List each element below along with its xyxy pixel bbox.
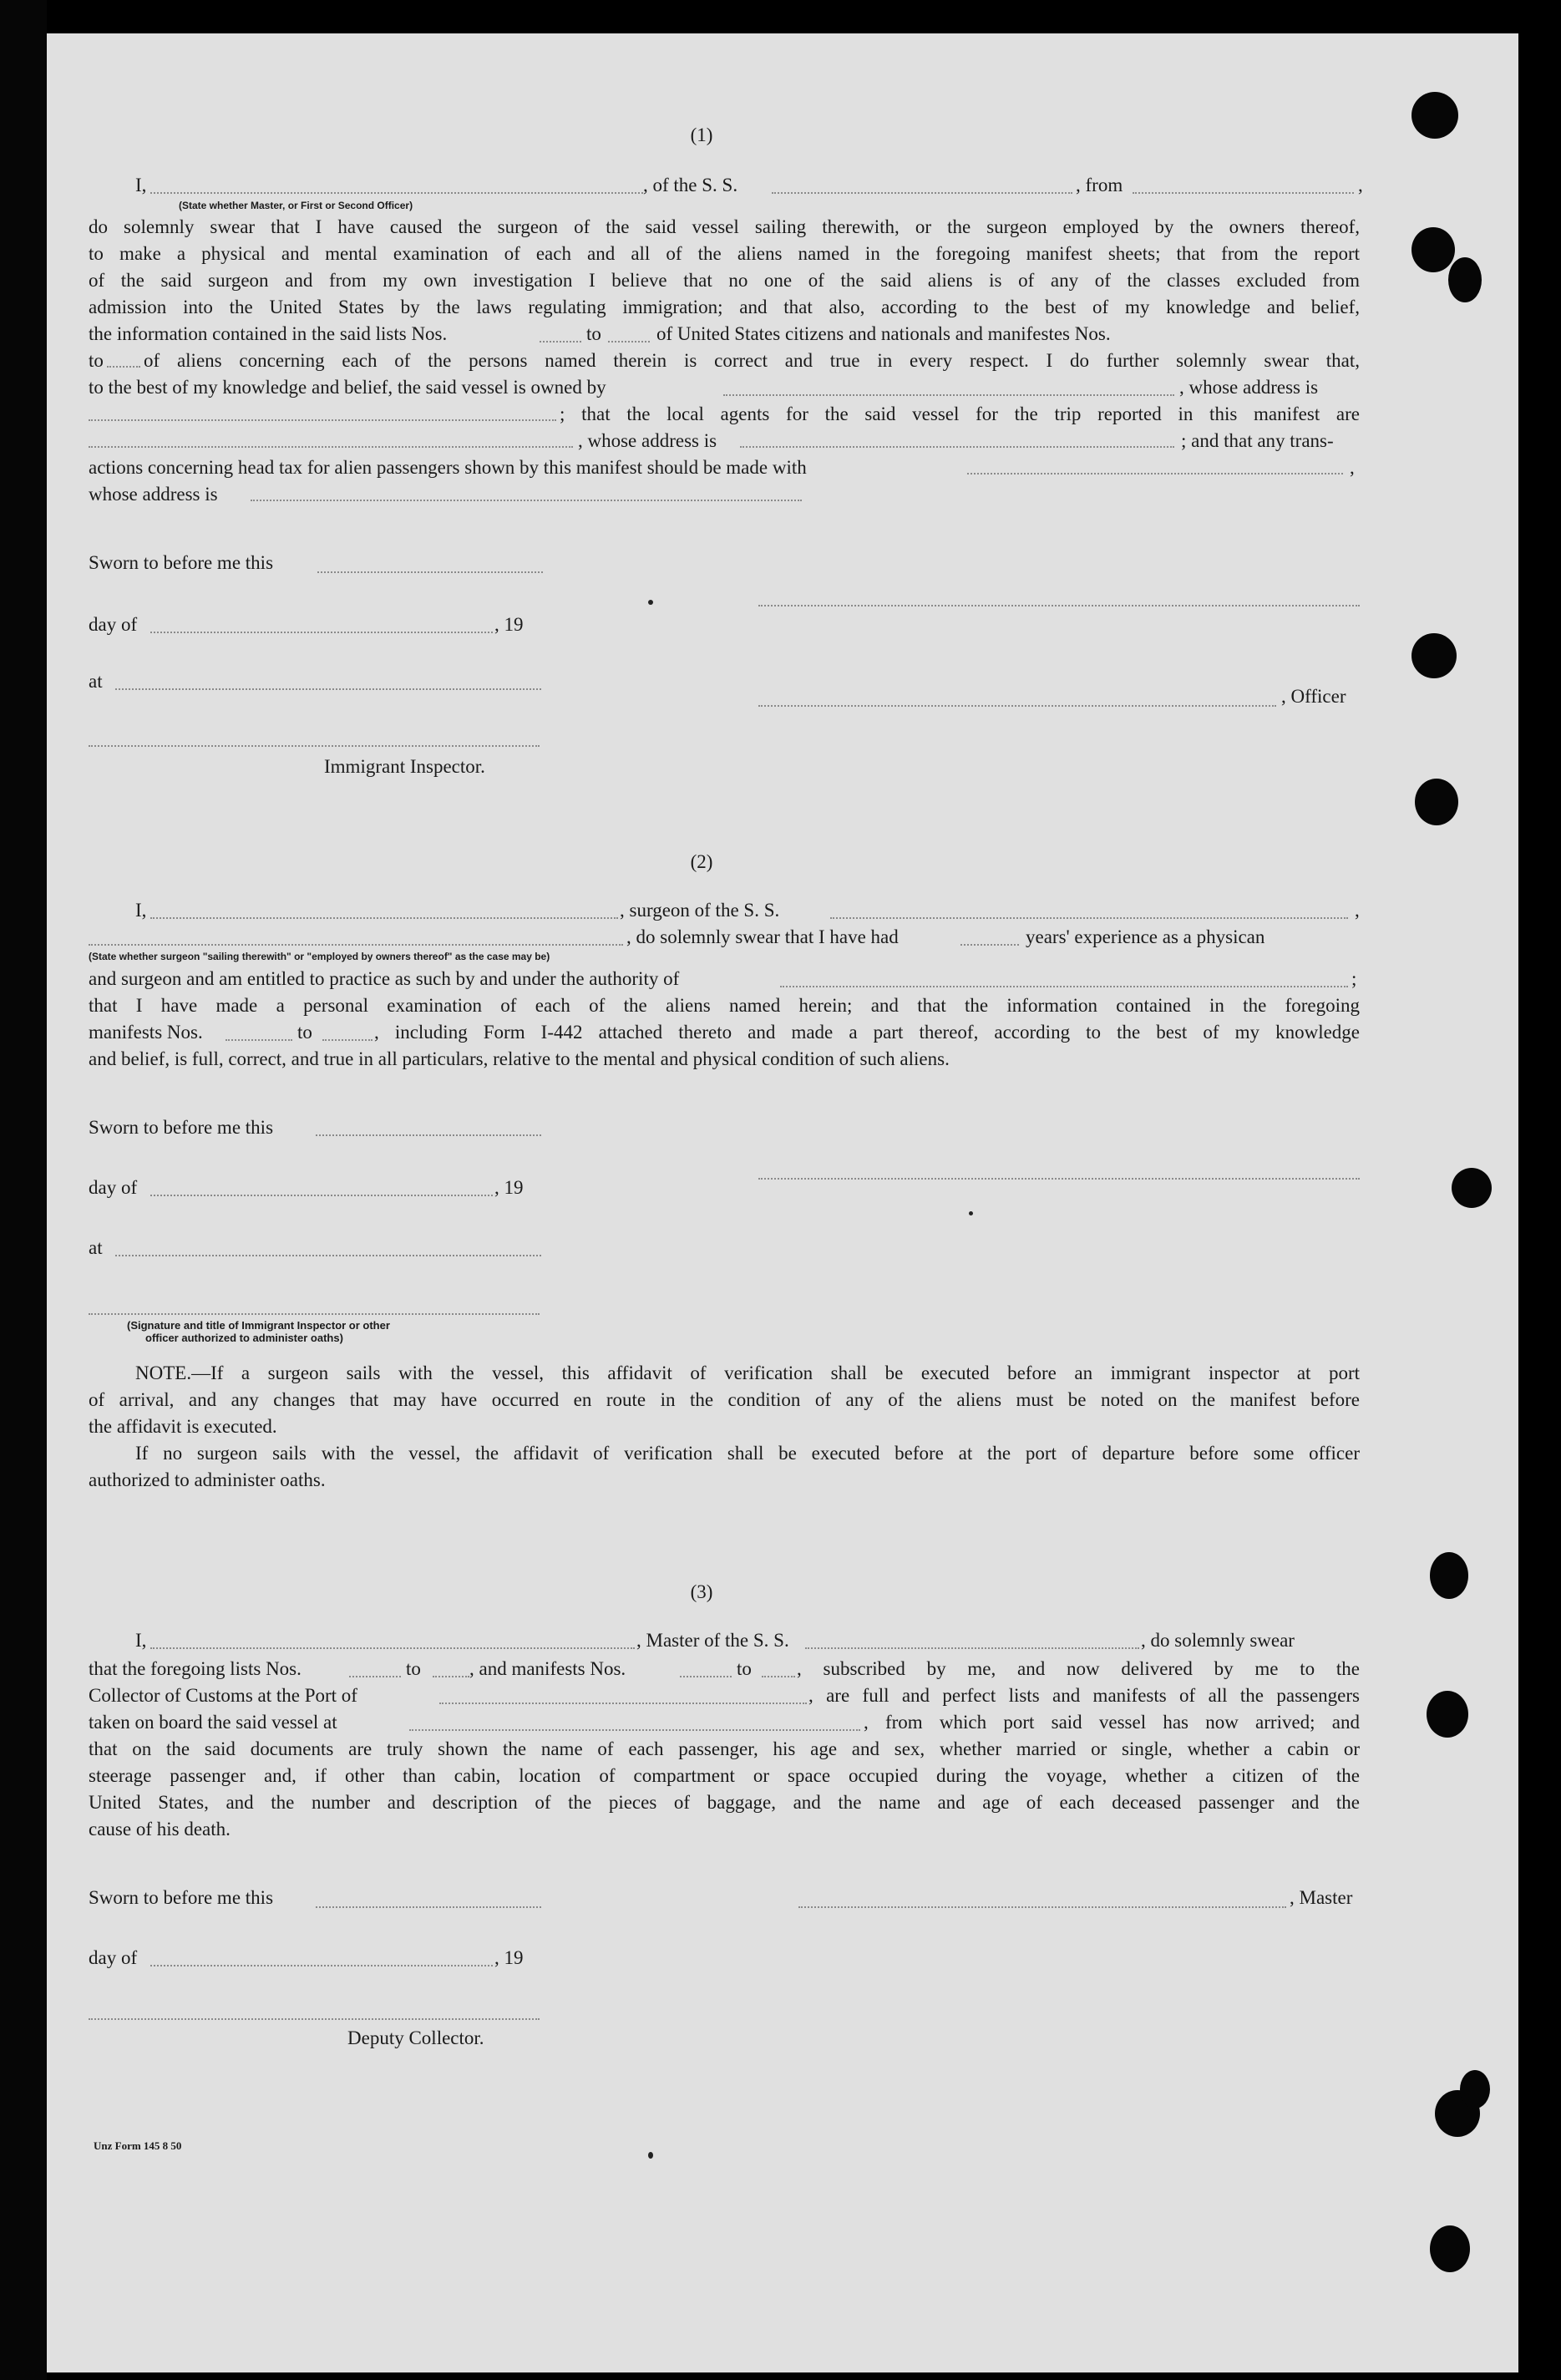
s3-master: , Master (1290, 1887, 1353, 1908)
s3-sworn-field[interactable] (316, 1906, 541, 1908)
s3-master-signature-field[interactable] (798, 1906, 1286, 1908)
s3-line-5: that on the said documents are truly shown the name of each passenger, his age and sex, whether married or single, whether a cabin or (89, 1738, 1360, 1759)
s1-line-5a: the information contained in the said lists Nos. (89, 323, 448, 344)
s3-lists-from-field[interactable] (349, 1676, 401, 1677)
s3-manifests-to-field[interactable] (762, 1676, 795, 1677)
s1-19: , 19 (494, 614, 524, 635)
s1-signature-field[interactable] (758, 605, 1360, 606)
s2-surgeon-of: , surgeon of the S. S. (620, 900, 780, 921)
s2-years-field[interactable] (960, 944, 1019, 946)
scan-speck (648, 2152, 653, 2159)
s2-line-6: and belief, is full, correct, and true in all particulars, relative to the mental and physical condition of such aliens. (89, 1048, 950, 1069)
s1-line-10b: , (1350, 457, 1355, 478)
s2-surgeon-name-field[interactable] (150, 917, 618, 919)
s2-solemnly: , do solemnly swear that I have had (626, 926, 899, 947)
s3-line-2a: that the foregoing lists Nos. (89, 1658, 302, 1679)
section-3-number: (3) (690, 1581, 713, 1602)
s2-i: I, (135, 900, 147, 921)
punch-hole (1411, 633, 1457, 678)
s2-ship-field[interactable] (830, 917, 1348, 919)
s1-at-field[interactable] (115, 688, 541, 690)
punch-hole (1452, 1168, 1492, 1208)
s1-line-5c: of United States citizens and nationals and manifestes Nos. (656, 323, 1111, 344)
punch-hole (1430, 1552, 1468, 1599)
form-identifier: Unz Form 145 8 50 (94, 2139, 182, 2152)
s1-from-port-field[interactable] (1133, 192, 1354, 194)
s1-agents-field[interactable] (89, 446, 573, 448)
punch-hole (1448, 257, 1482, 302)
s1-officer-title-field[interactable] (758, 705, 1276, 707)
s1-sworn: Sworn to before me this (89, 552, 274, 573)
s1-owner-address-field[interactable] (89, 419, 556, 421)
s2-authority-field[interactable] (780, 986, 1348, 987)
s1-line-6b: of aliens concerning each of the persons named therein is correct and true in every respect. I do further solemnly swear that, (144, 350, 1360, 371)
s1-officer-name-field[interactable] (150, 192, 643, 194)
punch-hole (1430, 2225, 1470, 2272)
punch-hole (1411, 92, 1458, 139)
scan-speck (648, 600, 653, 605)
s3-sworn: Sworn to before me this (89, 1887, 274, 1908)
punch-hole (1460, 2070, 1490, 2109)
s1-inspector: Immigrant Inspector. (324, 756, 485, 777)
s3-master-name-field[interactable] (150, 1647, 635, 1649)
s1-line-6a: to (89, 350, 104, 371)
s3-i: I, (135, 1630, 147, 1651)
punch-hole (1411, 227, 1455, 272)
s1-inspector-field[interactable] (89, 745, 540, 747)
document-page (47, 33, 1518, 2372)
s2-type-note: (State whether surgeon "sailing therewith" or "employed by owners thereof" as the case may be) (89, 951, 550, 962)
s1-owner-field[interactable] (723, 394, 1174, 396)
s1-line-4: admission into the United States by the laws regulating immigration; and that also, according to the best of my knowledge and belief, (89, 297, 1360, 317)
s2-semicolon: ; (1351, 968, 1357, 989)
s2-line-3a: and surgeon and am entitled to practice as such by and under the authority of (89, 968, 680, 989)
s1-at: at (89, 671, 103, 692)
s3-line-7: United States, and the number and description of the pieces of baggage, and the name and age of each deceased passenger and the (89, 1792, 1360, 1813)
s1-line-7b: , whose address is (1179, 377, 1319, 398)
s2-years: years' experience as a physican (1026, 926, 1265, 947)
s1-officer: , Officer (1281, 686, 1346, 707)
s1-line-9b: ; and that any trans- (1181, 430, 1334, 451)
note-line-3: the affidavit is executed. (89, 1416, 277, 1437)
s1-line-10a: actions concerning head tax for alien passengers shown by this manifest should be made with (89, 457, 807, 478)
note-line-1: NOTE.—If a surgeon sails with the vessel, this affidavit of verification shall be executed before an immigrant inspector at port (135, 1363, 1360, 1383)
s2-line-4: that I have made a personal examination of each of the aliens named herein; and that the information contained in the foregoing (89, 995, 1360, 1016)
s2-manifest-to-field[interactable] (322, 1039, 373, 1041)
note-line-2: of arrival, and any changes that may have occurred en route in the condition of any of the aliens must be noted on the manifest before (89, 1389, 1360, 1410)
s2-dayof: day of (89, 1177, 138, 1198)
note-line-4: If no surgeon sails with the vessel, the affidavit of verification shall be executed before at the port of departure before some officer (135, 1443, 1360, 1464)
s2-line-5c: , including Form I-442 attached thereto and made a part thereof, according to the best of my knowledge (374, 1022, 1360, 1043)
s3-line-8: cause of his death. (89, 1819, 231, 1840)
s3-port-field[interactable] (439, 1703, 807, 1704)
s1-line-8: ; that the local agents for the said vessel for the trip reported in this manifest are (560, 403, 1360, 424)
scan-speck (969, 1211, 973, 1215)
s2-line-5b: to (297, 1022, 312, 1043)
s1-line-5b: to (586, 323, 601, 344)
s3-solemnly: , do solemnly swear (1141, 1630, 1295, 1651)
s1-headtax-field[interactable] (967, 473, 1343, 474)
s1-line-1: do solemnly swear that I have caused the surgeon of the said vessel sailing therewith, or the surgeon employed by the owners thereof, (89, 216, 1360, 237)
s1-officer-note: (State whether Master, or First or Second Officer) (179, 200, 413, 211)
s2-comma: , (1355, 900, 1360, 921)
s1-ship-name-field[interactable] (772, 192, 1072, 194)
s1-agents-address-field[interactable] (740, 446, 1174, 448)
s3-day-field[interactable] (150, 1965, 493, 1966)
s3-taken-at-field[interactable] (409, 1729, 860, 1731)
s3-line-2c: , and manifests Nos. (469, 1658, 626, 1679)
punch-hole (1427, 1691, 1468, 1738)
s1-sworn-field[interactable] (317, 571, 543, 573)
s2-sig-note-1: (Signature and title of Immigrant Inspector or other (127, 1319, 390, 1332)
s2-at-field[interactable] (115, 1255, 541, 1256)
s3-line-3a: Collector of Customs at the Port of (89, 1685, 357, 1706)
s2-day-field[interactable] (150, 1195, 493, 1196)
s1-line-7a: to the best of my knowledge and belief, the said vessel is owned by (89, 377, 606, 398)
s1-line-3: of the said surgeon and from my own investigation I believe that no one of the said aliens is of any of the classes excluded from (89, 270, 1360, 291)
s3-19: , 19 (494, 1947, 524, 1968)
s2-surgeon-type-field[interactable] (89, 944, 623, 946)
s1-day-field[interactable] (150, 632, 493, 633)
s1-dayof: day of (89, 614, 138, 635)
s3-master-of: , Master of the S. S. (636, 1630, 789, 1651)
s3-collector: Deputy Collector. (347, 2027, 484, 2048)
s2-sworn-field[interactable] (316, 1134, 541, 1136)
s2-sworn: Sworn to before me this (89, 1117, 274, 1138)
s3-lists-to-field[interactable] (433, 1676, 469, 1677)
s2-at: at (89, 1237, 103, 1258)
s3-line-4a: taken on board the said vessel at (89, 1712, 337, 1733)
s2-19: , 19 (494, 1177, 524, 1198)
s3-manifests-from-field[interactable] (680, 1676, 732, 1677)
s3-ship-field[interactable] (805, 1647, 1139, 1649)
s1-manifests-to-field[interactable] (107, 366, 140, 368)
scan-border-left (0, 0, 47, 2380)
s2-inspector-field[interactable] (89, 1313, 540, 1315)
s2-signature-field[interactable] (758, 1178, 1360, 1180)
s3-line-3b: , are full and perfect lists and manifests of all the passengers (808, 1685, 1360, 1706)
note-line-5: authorized to administer oaths. (89, 1469, 326, 1490)
s2-line-5a: manifests Nos. (89, 1022, 203, 1043)
s1-of-ss: , of the S. S. (643, 175, 738, 195)
s3-line-2d: to (737, 1658, 752, 1679)
s1-from: , from (1076, 175, 1123, 195)
s1-line-11: whose address is (89, 484, 218, 505)
punch-hole (1415, 779, 1458, 825)
s1-i: I, (135, 175, 147, 195)
section-1-number: (1) (690, 124, 713, 145)
s1-lists-to-field[interactable] (608, 341, 650, 343)
s3-dayof: day of (89, 1947, 138, 1968)
section-2-number: (2) (690, 851, 713, 872)
s1-lists-from-field[interactable] (540, 341, 581, 343)
s1-headtax-address-field[interactable] (251, 500, 802, 501)
s3-line-2b: to (406, 1658, 421, 1679)
s3-line-2e: , subscribed by me, and now delivered by me to the (797, 1658, 1360, 1679)
s2-manifest-from-field[interactable] (226, 1039, 292, 1041)
s1-comma: , (1358, 175, 1363, 195)
s1-line-2: to make a physical and mental examination of each and all of the aliens named in the foregoing manifest sheets; that from the report (89, 243, 1360, 264)
s3-collector-field[interactable] (89, 2018, 540, 2020)
s3-line-4b: , from which port said vessel has now arrived; and (864, 1712, 1360, 1733)
s2-sig-note-2: officer authorized to administer oaths) (145, 1332, 343, 1344)
s3-line-6: steerage passenger and, if other than cabin, location of compartment or space occupied during the voyage, whether a citizen of the (89, 1765, 1360, 1786)
s1-line-9a: , whose address is (578, 430, 717, 451)
